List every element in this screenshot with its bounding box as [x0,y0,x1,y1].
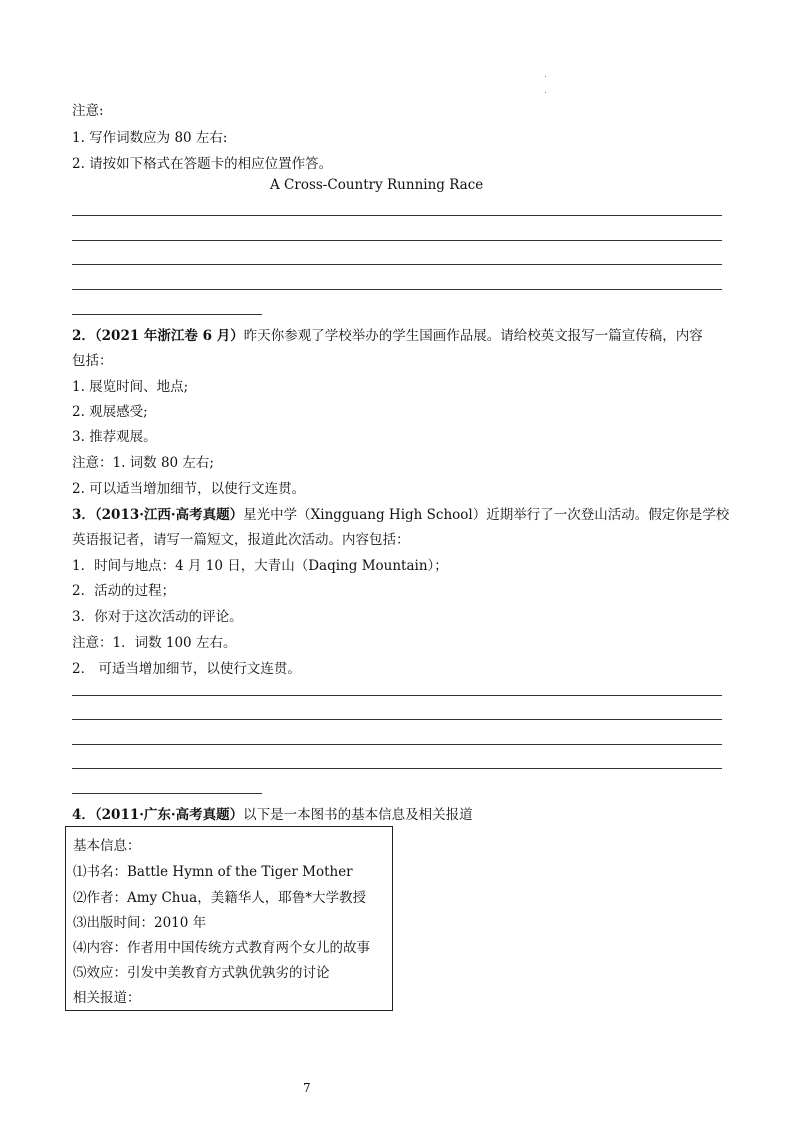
question-3-line-2: 英语报记者，请写一篇短文，报道此次活动。内容包括： [72,532,410,548]
question-prompt: 昨天你参观了学校举办的学生国画作品展。请给校英文报写一篇宣传稿，内容 [243,328,703,344]
question-source: （2011·广东·高考真题） [94,807,244,823]
answer-line [72,289,722,290]
question-4-line-1 [72,803,473,823]
box-item: ⑶出版时间：2010 年 [73,915,207,931]
note-item: 注意：1. 词数 80 左右; [72,455,214,471]
scan-mark [545,92,546,93]
note-item-2: 2. 请按如下格式在答题卡的相应位置作答。 [72,156,333,172]
page-number: 7 [303,1081,311,1095]
box-item: ⑵作者：Amy Chua，美籍华人，耶鲁*大学教授 [73,890,366,906]
list-item: 2. 观展感受; [72,404,148,420]
answer-line [72,215,722,216]
book-info-box [65,826,393,1011]
box-heading: 基本信息： [73,838,141,854]
note-item: 注意：1．词数 100 左右。 [72,635,237,651]
question-3-line-1 [72,503,729,523]
answer-line [72,240,722,241]
essay-title: A Cross-Country Running Race [270,177,484,193]
list-item: 3．你对于这次活动的评论。 [72,609,243,625]
question-prompt: 以下是一本图书的基本信息及相关报道 [243,807,473,823]
answer-line-short [72,793,262,794]
answer-line [72,695,722,696]
question-2-line-2: 包括： [72,353,113,369]
list-item: 1．时间与地点：4 月 10 日，大青山（Daqing Mountain）； [72,558,448,574]
box-item: ⑴书名：Battle Hymn of the Tiger Mother [73,864,353,880]
list-item: 1. 展览时间、地点; [72,379,189,395]
scan-mark [545,76,546,77]
note-item: 2. 可以适当增加细节，以使行文连贯。 [72,481,306,497]
answer-line [72,768,722,769]
note-item-1: 1. 写作词数应为 80 左右: [72,130,228,146]
box-related: 相关报道： [73,990,141,1006]
question-2-line-1 [72,324,703,344]
question-prompt: 星光中学（Xingguang High School）近期举行了一次登山活动。假定你是学校 [243,507,730,523]
answer-line-short [72,314,262,315]
box-item: ⑷内容：作者用中国传统方式教育两个女儿的故事 [73,940,370,956]
box-item: ⑸效应：引发中美教育方式孰优孰劣的讨论 [73,965,330,981]
answer-line [72,744,722,745]
question-source: （2021 年浙江卷 6 月） [94,328,244,344]
list-item: 2．活动的过程； [72,583,176,599]
question-number: 4． [72,807,95,823]
question-number: 3． [72,507,95,523]
note-heading: 注意: [72,103,104,119]
question-source: （2013·江西·高考真题） [94,507,244,523]
answer-line [72,719,722,720]
answer-line [72,264,722,265]
question-number: 2． [72,328,95,344]
list-item: 3. 推荐观展。 [72,429,157,445]
note-item: 2． 可适当增加细节，以使行文连贯。 [72,661,301,677]
